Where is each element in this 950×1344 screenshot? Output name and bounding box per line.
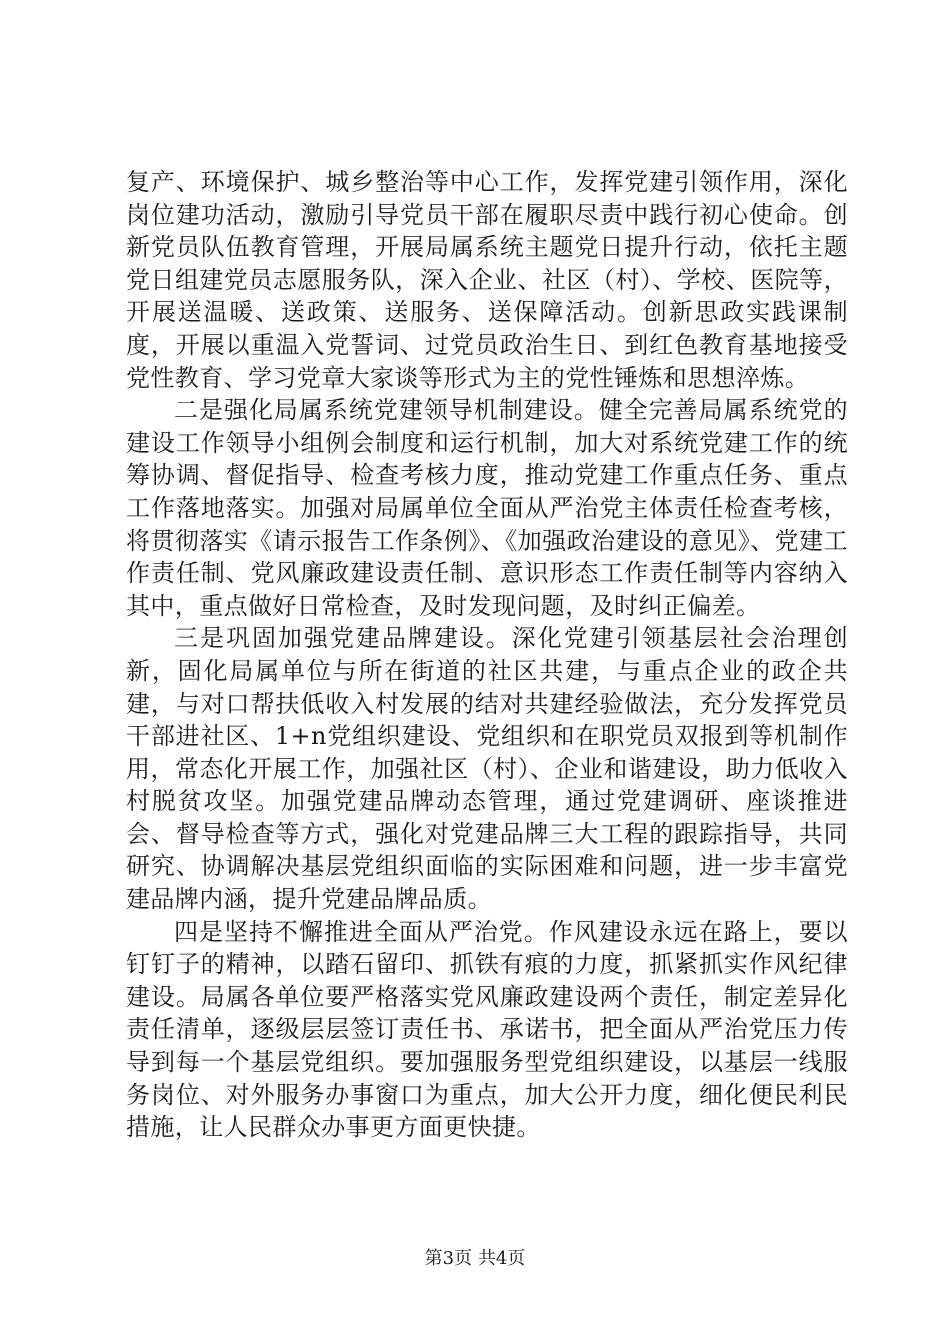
- paragraph-4: 四是坚持不懈推进全面从严治党。作风建设永远在路上，要以钉钉子的精神，以踏石留印、抓铁有痕的力度，抓紧抓实作风纪律建设。局属各单位要严格落实党风廉政建设两个责任，制定差异化责任清单，逐级层层签订责任书、承诺书，把全面从严治党压力传导到每一个基层党组织。要加强服务型党组织建设，以基层一线服务岗位、对外服务办事窗口为重点，加大公开力度，细化便民利民措施，让人民群众办事更方面更快捷。: [126, 917, 848, 1142]
- page-footer: 第3页 共4页: [424, 1248, 526, 1269]
- paragraph-1: 复产、环境保护、城乡整治等中心工作，发挥党建引领作用，深化岗位建功活动，激励引导党员干部在履职尽责中践行初心使命。创新党员队伍教育管理，开展局属系统主题党日提升行动，依托主题党日组建党员志愿服务队，深入企业、社区（村）、学校、医院等，开展送温暖、送政策、送服务、送保障活动。创新思政实践课制度，开展以重温入党誓词、过党员政治生日、到红色教育基地接受党性教育、学习党章大家谈等形式为主的党性锤炼和思想淬炼。: [126, 168, 848, 392]
- paragraph-3: 三是巩固加强党建品牌建设。深化党建引领基层社会治理创新，固化局属单位与所在街道的社区共建，与重点企业的政企共建，与对口帮扶低收入村发展的结对共建经验做法，充分发挥党员干部进社区、1+n党组织建设、党组织和在职党员双报到等机制作用，常态化开展工作，加强社区（村）、企业和谐建设，助力低收入村脱贫攻坚。加强党建品牌动态管理，通过党建调研、座谈推进会、督导检查等方式，强化对党建品牌三大工程的跟踪指导，共同研究、协调解决基层党组织面临的实际困难和问题，进一步丰富党建品牌内涵，提升党建品牌品质。: [126, 624, 848, 914]
- paragraph-2: 二是强化局属系统党建领导机制建设。健全完善局属系统党的建设工作领导小组例会制度和运行机制，加大对系统党建工作的统筹协调、督促指导、检查考核力度，推动党建工作重点任务、重点工作落地落实。加强对局属单位全面从严治党主体责任检查考核，将贯彻落实《请示报告工作条例》、《加强政治建设的意见》、党建工作责任制、党风廉政建设责任制、意识形态工作责任制等内容纳入其中，重点做好日常检查，及时发现问题，及时纠正偏差。: [126, 396, 848, 620]
- document-body: [126, 166, 848, 1144]
